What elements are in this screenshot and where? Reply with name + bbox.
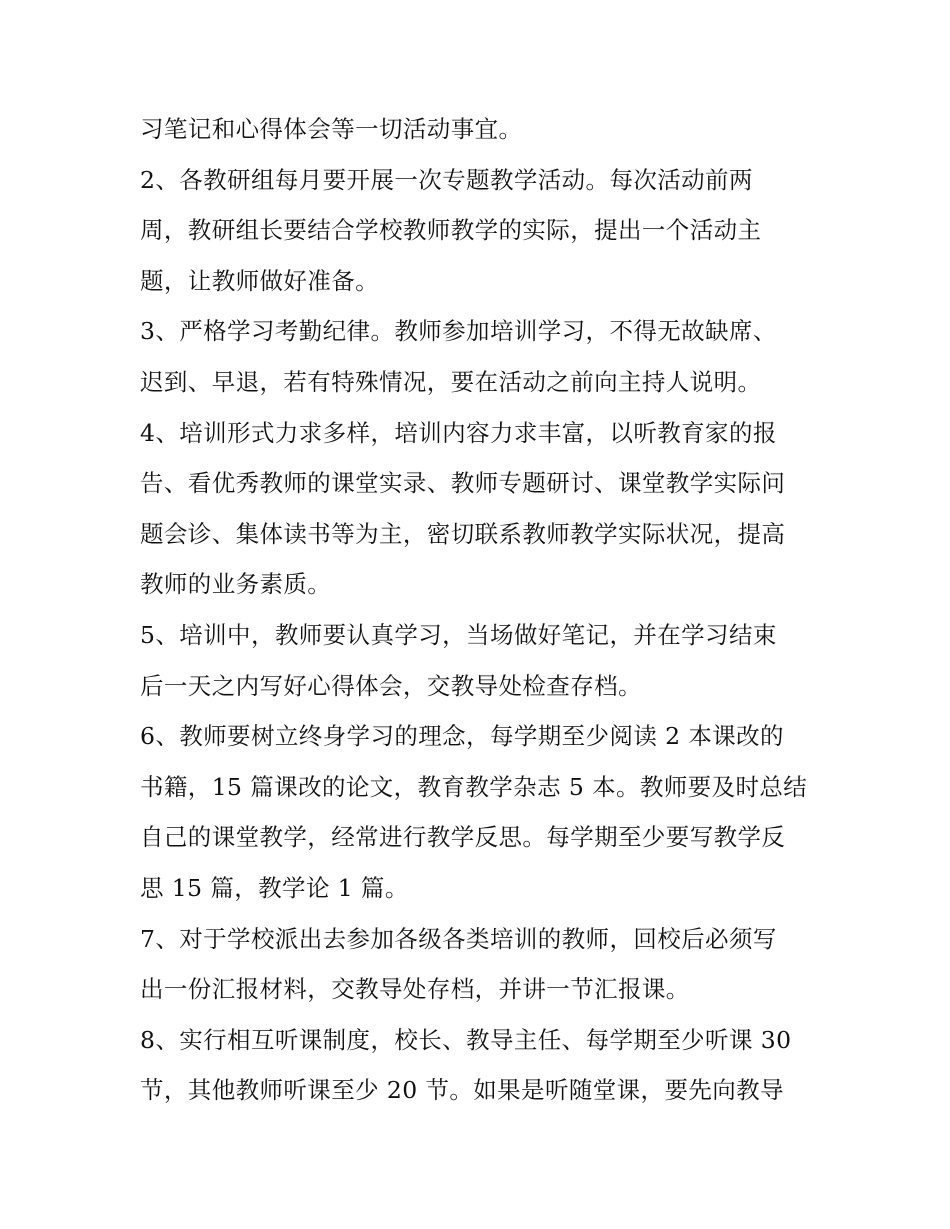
text-line: 8、实行相互听课制度，校长、教导主任、每学期至少听课 30 [140, 1025, 792, 1054]
text-line: 周，教研组长要结合学校教师教学的实际，提出一个活动主 [140, 216, 762, 245]
text-line: 3、严格学习考勤纪律。教师参加培训学习，不得无故缺席、 [140, 317, 777, 346]
text-line: 告、看优秀教师的课堂实录、教师专题研讨、课堂教学实际问 [140, 469, 786, 498]
text-line: 教师的业务素质。 [140, 570, 332, 599]
text-line: 6、教师要树立终身学习的理念，每学期至少阅读 2 本课改的 [140, 722, 784, 751]
text-line: 迟到、早退，若有特殊情况，要在活动之前向主持人说明。 [140, 367, 762, 396]
text-line: 后一天之内写好心得体会，交教导处检查存档。 [140, 671, 642, 700]
text-line: 出一份汇报材料，交教导处存档，并讲一节汇报课。 [140, 975, 690, 1004]
text-line: 自己的课堂教学，经常进行教学反思。每学期至少要写教学反 [140, 823, 786, 852]
text-line: 习笔记和心得体会等一切活动事宜。 [140, 115, 523, 143]
text-line: 题会诊、集体读书等为主，密切联系教师教学实际状况，提高 [140, 519, 786, 548]
text-line: 7、对于学校派出去参加各级各类培训的教师，回校后必须写 [140, 924, 777, 953]
text-line: 5、培训中，教师要认真学习，当场做好笔记，并在学习结束 [140, 620, 777, 649]
text-line: 思 15 篇，教学论 1 篇。 [140, 873, 409, 902]
text-line: 2、各教研组每月要开展一次专题教学活动。每次活动前两 [140, 165, 753, 194]
document-body [140, 104, 820, 1116]
text-line: 4、培训形式力求多样，培训内容力求丰富，以听教育家的报 [140, 418, 777, 447]
text-line: 节，其他教师听课至少 20 节。如果是听随堂课，要先向教导 [140, 1076, 784, 1105]
text-line: 题，让教师做好准备。 [140, 266, 379, 295]
text-line: 书籍，15 篇课改的论文，教育教学杂志 5 本。教师要及时总结 [140, 772, 808, 801]
